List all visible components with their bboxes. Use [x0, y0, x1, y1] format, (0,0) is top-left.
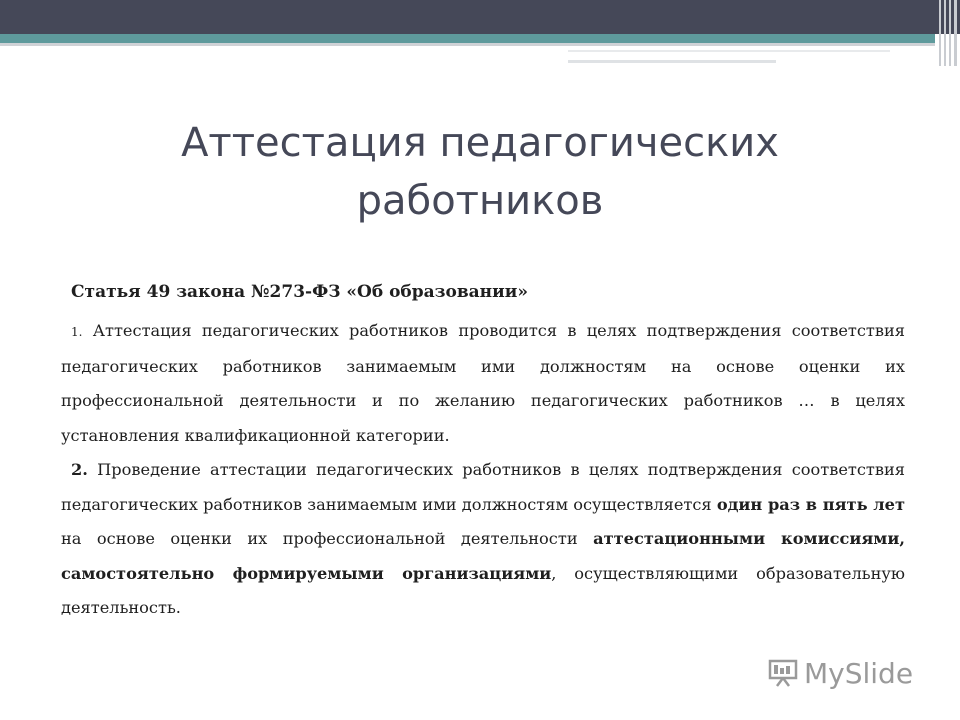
- paragraph-2: [61, 453, 905, 626]
- gray-accent-strip: [0, 43, 935, 46]
- paragraph-text: на основе оценки их профессиональной деятельности: [61, 529, 578, 548]
- slide-body: [61, 280, 905, 626]
- teal-accent-band: [0, 34, 935, 43]
- emphasis-text: один раз в пять лет: [716, 494, 905, 514]
- presentation-board-icon: [768, 658, 798, 688]
- emphasis-text: аттестационными комиссиями, самостоятельно формируемыми организациями: [61, 529, 905, 583]
- edge-decor: [935, 0, 960, 66]
- decor-line: [568, 60, 776, 63]
- paragraph-text: Аттестация педагогических работников проводится в целях подтверждения соответствия педагогических работников занимаемым ими должностям на основе оценки их профессиональной деятельности и по желанию педагогических работников … в целях установления квалификационной категории.: [61, 321, 905, 445]
- slide-title: Аттестация педагогических работников: [181, 120, 779, 224]
- myslide-watermark: [768, 656, 928, 690]
- paragraph-text: Проведение аттестации педагогических работников в целях подтверждения соответствия педагогических работников занимаемым ими должностям осуществляется: [61, 460, 905, 514]
- paragraph-number: 2.: [71, 460, 88, 479]
- paragraph-1: [61, 314, 905, 453]
- watermark-text: MySlide: [804, 656, 914, 690]
- decor-line: [568, 50, 890, 52]
- paragraph-text: , осуществляющими образовательную деятельность.: [61, 563, 905, 617]
- article-heading: Статья 49 закона №273-ФЗ «Об образовании»: [71, 282, 528, 302]
- top-decor-bar: [0, 0, 960, 34]
- paragraph-number: 1.: [71, 325, 83, 339]
